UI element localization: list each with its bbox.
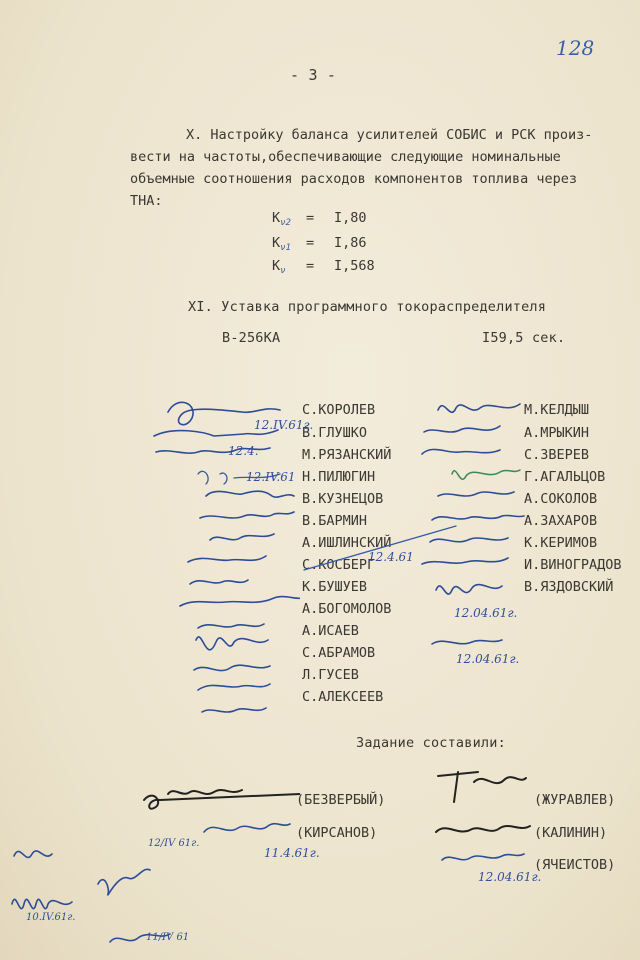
signatory-name: А.БОГОМОЛОВ <box>302 601 392 617</box>
section-xi-value: I59,5 сек. <box>482 330 566 346</box>
page-number: - 3 - <box>290 66 337 84</box>
compiler-name: (ЖУРАВЛЕВ) <box>534 792 616 808</box>
signatory-name: С.АЛЕКСЕЕВ <box>302 689 384 705</box>
coefficient-subscript: ν <box>280 266 286 276</box>
signature-date: 12.IV.61 <box>246 470 296 484</box>
coefficient-equals: = <box>306 210 315 226</box>
signature-date: 12.4.61 <box>368 550 414 564</box>
compiler-name: (БЕЗВЕРБЫЙ) <box>296 792 386 808</box>
coefficient-value: I,568 <box>334 258 375 274</box>
signature-date: 12/IV 61г. <box>148 838 200 849</box>
signatory-name: Л.ГУСЕВ <box>302 667 359 683</box>
diagonal-stroke-icon <box>300 520 460 580</box>
coefficient-value: I,86 <box>334 235 367 251</box>
signatory-name: А.ИСАЕВ <box>302 623 359 639</box>
signatory-name: А.СОКОЛОВ <box>524 491 598 507</box>
signatory-name: А.МРЫКИН <box>524 425 590 441</box>
signatory-name: М.РЯЗАНСКИЙ <box>302 447 392 463</box>
coefficient-row <box>272 210 367 228</box>
coefficient-value: I,80 <box>334 210 367 226</box>
coefficient-symbol: K <box>272 258 281 274</box>
signatory-name: К.КЕРИМОВ <box>524 535 598 551</box>
coefficient-subscript: ν2 <box>280 218 291 228</box>
signatory-name: В.ЯЗДОВСКИЙ <box>524 579 614 595</box>
coefficient-equals: = <box>306 258 315 274</box>
signatory-name: И.ВИНОГРАДОВ <box>524 557 622 573</box>
section-xi-title: XI. Уставка программного токораспределителя <box>188 299 547 315</box>
signature-date: 11.4.61г. <box>264 846 320 860</box>
signatory-name: А.ИШЛИНСКИЙ <box>302 535 392 551</box>
compiler-name: (ЯЧЕИСТОВ) <box>534 857 616 873</box>
signatory-name: В.КУЗНЕЦОВ <box>302 491 384 507</box>
signatory-name: А.ЗАХАРОВ <box>524 513 598 529</box>
compilers-right-signatures-icon <box>428 762 538 872</box>
signature-date: 10.IV.61г. <box>26 912 76 923</box>
signatory-name: Н.ПИЛЮГИН <box>302 469 376 485</box>
signatory-name: С.КОРОЛЕВ <box>302 402 376 418</box>
signatory-name: В.БАРМИН <box>302 513 368 529</box>
section-x-line: X. Настройку баланса усилителей СОБИС и РСК произ- <box>186 127 593 143</box>
signature-date: 12.04.61г. <box>454 606 518 620</box>
archive-number: 128 <box>556 36 595 60</box>
signatory-name: С.КОСБЕРГ <box>302 557 376 573</box>
signature-date: 12.4. <box>228 444 259 458</box>
signatory-name: М.КЕЛДЫШ <box>524 402 590 418</box>
signatures-left-icon <box>150 392 300 722</box>
section-xi-device: В-256КА <box>222 330 281 346</box>
coefficient-equals: = <box>306 235 315 251</box>
signature-date: 12.IV.61г. <box>254 418 314 432</box>
coefficient-row <box>272 258 375 276</box>
signatory-name: С.ЗВЕРЕВ <box>524 447 590 463</box>
signatory-name: К.БУШУЕВ <box>302 579 368 595</box>
coefficient-symbol: K <box>272 235 281 251</box>
signatory-name: В.ГЛУШКО <box>302 425 368 441</box>
signature-date: 12.04.61г. <box>478 870 542 884</box>
compiler-name: (КИРСАНОВ) <box>296 825 378 841</box>
signatory-name: С.АБРАМОВ <box>302 645 376 661</box>
coefficient-row <box>272 235 367 253</box>
signature-date: 11/IV 61 <box>146 932 190 943</box>
section-x-line: вести на частоты,обеспечивающие следующие номинальные <box>130 149 561 165</box>
compiler-name: (КАЛИНИН) <box>534 825 608 841</box>
coefficient-symbol: K <box>272 210 281 226</box>
section-x-line: объемные соотношения расходов компонентов топлива через <box>130 171 578 187</box>
signature-date: 12.04.61г. <box>456 652 520 666</box>
signatory-name: Г.АГАЛЬЦОВ <box>524 469 606 485</box>
coefficient-subscript: ν1 <box>280 243 291 253</box>
section-x-line: ТНА: <box>130 193 163 209</box>
section-x-paragraph <box>130 124 600 212</box>
compiled-by-heading: Задание составили: <box>356 735 506 751</box>
